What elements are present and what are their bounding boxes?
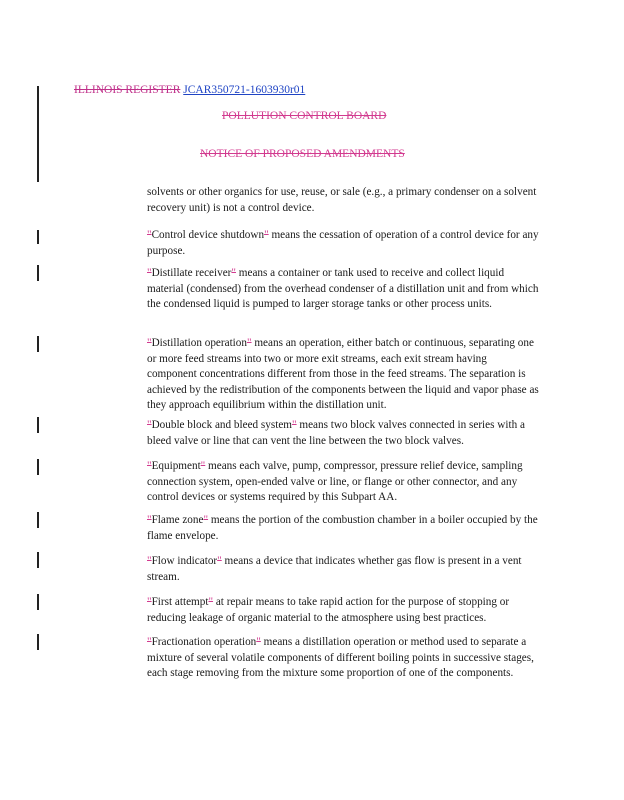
quote-mark: " [231, 267, 236, 279]
revision-bar [37, 552, 39, 568]
defined-term: Control device shutdown [151, 229, 265, 241]
revision-bar [37, 594, 39, 610]
revision-bar [37, 512, 39, 528]
quote-mark: " [147, 419, 152, 431]
quote-mark: " [147, 555, 152, 567]
revision-bar [37, 86, 39, 182]
defined-term: First attempt [151, 596, 209, 608]
paragraph-body: means the portion of the combustion chamber in a boiler occupied by the flame envelope. [147, 514, 538, 542]
board-title: POLLUTION CONTROL BOARD [222, 110, 387, 122]
quote-mark: " [147, 460, 152, 472]
paragraph-body: means a distillation operation or method used to separate a mixture of several volatile components of different boiling points in successive stages, each stage removing from the mixture some proportion of one of the components. [147, 636, 534, 679]
defined-term: Fractionation operation [151, 636, 257, 648]
defined-term: Equipment [151, 460, 201, 472]
register-inserted: JCAR350721-1603930r01 [183, 84, 306, 96]
quote-mark: " [264, 229, 269, 241]
quote-mark: " [292, 419, 297, 431]
defined-term: Double block and bleed system [151, 419, 293, 431]
quote-mark: " [147, 229, 152, 241]
quote-mark: " [208, 596, 214, 608]
definition-paragraph [147, 554, 539, 585]
revision-bar [37, 417, 39, 433]
definition-paragraph [147, 266, 539, 313]
quote-mark: " [147, 596, 152, 608]
paragraph-body: means a device that indicates whether gas flow is present in a vent stream. [147, 555, 522, 583]
paragraph-body: solvents or other organics for use, reuse, or sale (e.g., a primary condenser on a solvent recovery unit) is not a control device. [147, 186, 537, 214]
register-deleted: ILLINOIS REGISTER [74, 84, 181, 96]
paragraph-body: means two block valves connected in series with a bleed valve or line that can vent the line between the two block valves. [147, 419, 525, 447]
definition-paragraph [147, 185, 539, 216]
defined-term: Distillation operation [151, 337, 247, 349]
paragraph-body: means a container or tank used to receive and collect liquid material (condensed) from the overhead condenser of a distillation unit and from which the condensed liquid is pumped to larger storage tanks or other process units. [147, 267, 539, 310]
register-header [74, 84, 305, 96]
quote-mark: " [203, 514, 209, 526]
notice-title: NOTICE OF PROPOSED AMENDMENTS [200, 148, 405, 160]
definition-paragraph [147, 418, 539, 449]
quote-mark: " [200, 460, 206, 472]
quote-mark: " [147, 267, 152, 279]
quote-mark: " [246, 337, 252, 349]
quote-mark: " [147, 636, 152, 648]
paragraph-body: means the cessation of operation of a control device for any purpose. [147, 229, 539, 257]
quote-mark: " [147, 337, 152, 349]
revision-bar [37, 265, 39, 281]
paragraph-body: means each valve, pump, compressor, pressure relief device, sampling connection system, open-ended valve or line, or flange or other connector, and any control devices or systems required by this Subpart AA. [147, 460, 523, 503]
defined-term: Flame zone [151, 514, 204, 526]
definition-paragraph [147, 513, 539, 544]
definition-paragraph [147, 336, 539, 414]
quote-mark: " [256, 636, 261, 648]
quote-mark: " [217, 555, 222, 567]
revision-bar [37, 459, 39, 475]
paragraph-body: at repair means to take rapid action for the purpose of stopping or reducing leakage of organic material to the atmosphere using best practices. [147, 596, 510, 624]
definition-paragraph [147, 459, 539, 506]
defined-term: Distillate receiver [151, 267, 232, 279]
revision-bar [37, 634, 39, 650]
paragraph-body: means an operation, either batch or continuous, separating one or more feed streams into two or more exit streams, each exit stream having component concentrations different from those in the feed streams. The separation is achieved by the redistribution of the components between the liquid and vapor phase as they approach equilibrium within the distillation unit. [147, 337, 539, 411]
definition-paragraph [147, 595, 539, 626]
quote-mark: " [147, 514, 152, 526]
definition-paragraph [147, 228, 539, 259]
defined-term: Flow indicator [151, 555, 218, 567]
revision-bar [37, 336, 39, 352]
definition-paragraph [147, 635, 539, 682]
revision-bar [37, 230, 39, 244]
